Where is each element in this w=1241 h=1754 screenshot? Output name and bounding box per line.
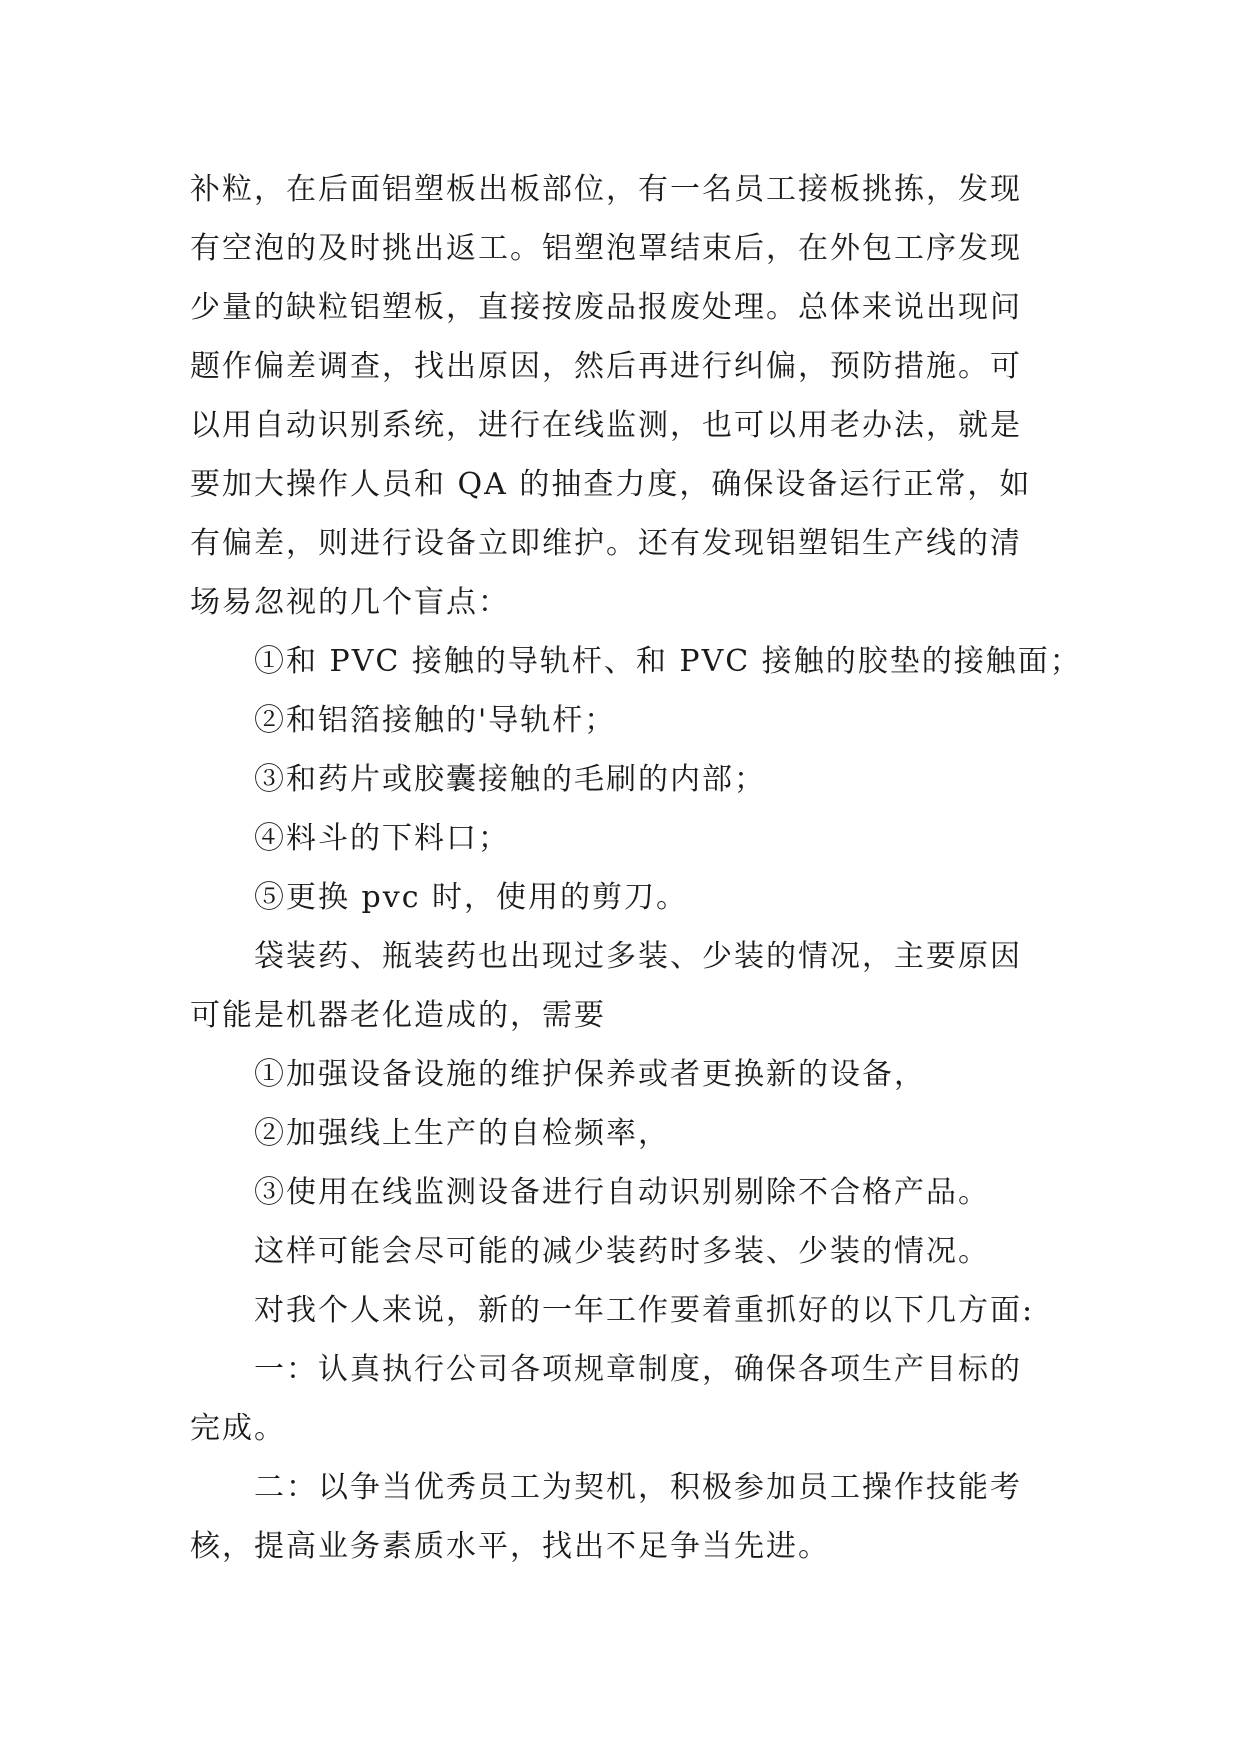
text-line: 以用自动识别系统，进行在线监测，也可以用老办法，就是	[190, 408, 1022, 443]
document-body	[190, 160, 1082, 1576]
text-line: ②和铝箔接触的'导轨杆；	[254, 703, 617, 738]
text-line: 这样可能会尽可能的减少装药时多装、少装的情况。	[254, 1234, 990, 1269]
text-line: ③使用在线监测设备进行自动识别剔除不合格产品。	[254, 1175, 990, 1210]
text-line: 一：认真执行公司各项规章制度，确保各项生产目标的	[254, 1352, 1022, 1387]
text-line: 要加大操作人员和 QA 的抽查力度，确保设备运行正常，如	[190, 467, 1032, 502]
text-line: 补粒，在后面铝塑板出板部位，有一名员工接板挑拣，发现	[190, 172, 1022, 207]
text-line: ④料斗的下料口；	[254, 821, 510, 856]
text-line: 有偏差，则进行设备立即维护。还有发现铝塑铝生产线的清	[190, 526, 1022, 561]
text-line: 核，提高业务素质水平，找出不足争当先进。	[190, 1529, 830, 1564]
text-line: 有空泡的及时挑出返工。铝塑泡罩结束后，在外包工序发现	[190, 231, 1022, 266]
text-line: 少量的缺粒铝塑板，直接按废品报废处理。总体来说出现问	[190, 290, 1022, 325]
text-line: 袋装药、瓶装药也出现过多装、少装的情况，主要原因	[254, 939, 1022, 974]
text-line: ①和 PVC 接触的导轨杆、和 PVC 接触的胶垫的接触面；	[254, 644, 1082, 679]
text-line: 题作偏差调查，找出原因，然后再进行纠偏，预防措施。可	[190, 349, 1022, 384]
text-line: 对我个人来说，新的一年工作要着重抓好的以下几方面:	[254, 1293, 1035, 1328]
text-line: ⑤更换 pvc 时，使用的剪刀。	[254, 880, 689, 915]
text-line: 可能是机器老化造成的，需要	[190, 998, 606, 1033]
text-line: 场易忽视的几个盲点：	[190, 585, 510, 620]
text-line: 完成。	[190, 1411, 286, 1446]
text-line: 二：以争当优秀员工为契机，积极参加员工操作技能考	[254, 1470, 1022, 1505]
text-line: ③和药片或胶囊接触的毛刷的内部；	[254, 762, 766, 797]
text-line: ①加强设备设施的维护保养或者更换新的设备，	[254, 1057, 926, 1092]
text-line: ②加强线上生产的自检频率，	[254, 1116, 670, 1151]
